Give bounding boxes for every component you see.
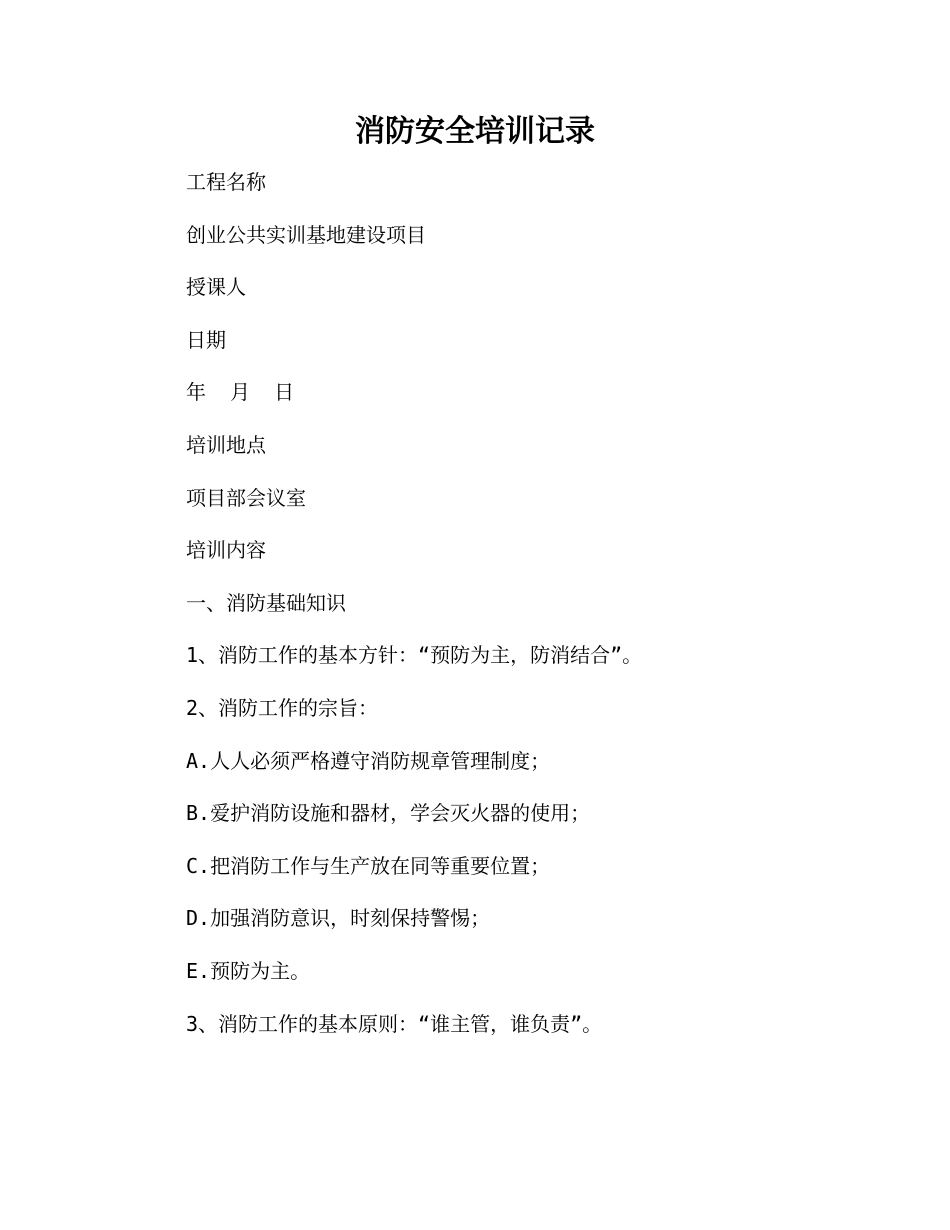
document-title: 消防安全培训记录 (355, 114, 595, 149)
list-item: A.人人必须严格遵守消防规章管理制度； (186, 748, 551, 773)
section-heading: 一、消防基础知识 (186, 590, 346, 615)
field-label-date: 日期 (186, 327, 226, 352)
field-value-date: 年 月 日 (186, 380, 295, 405)
field-label-instructor: 授课人 (186, 275, 246, 300)
paragraph: 1、消防工作的基本方针：“预防为主，防消结合”。 (186, 643, 643, 668)
list-item: D.加强消防意识，时刻保持警惕； (186, 906, 491, 931)
document-body (186, 164, 886, 1058)
paragraph: 3、消防工作的基本原则：“谁主管，谁负责”。 (186, 1011, 603, 1036)
field-label-training-content: 培训内容 (186, 538, 266, 563)
list-item: B.爱护消防设施和器材，学会灭火器的使用； (186, 801, 591, 826)
list-item: C.把消防工作与生产放在同等重要位置； (186, 853, 551, 878)
paragraph: 2、消防工作的宗旨： (186, 695, 379, 720)
list-item: E.预防为主。 (186, 958, 311, 983)
field-label-training-location: 培训地点 (186, 432, 266, 457)
field-label-project-name: 工程名称 (186, 170, 266, 194)
field-value-training-location: 项目部会议室 (186, 485, 306, 510)
field-value-project-name: 创业公共实训基地建设项目 (186, 222, 426, 247)
